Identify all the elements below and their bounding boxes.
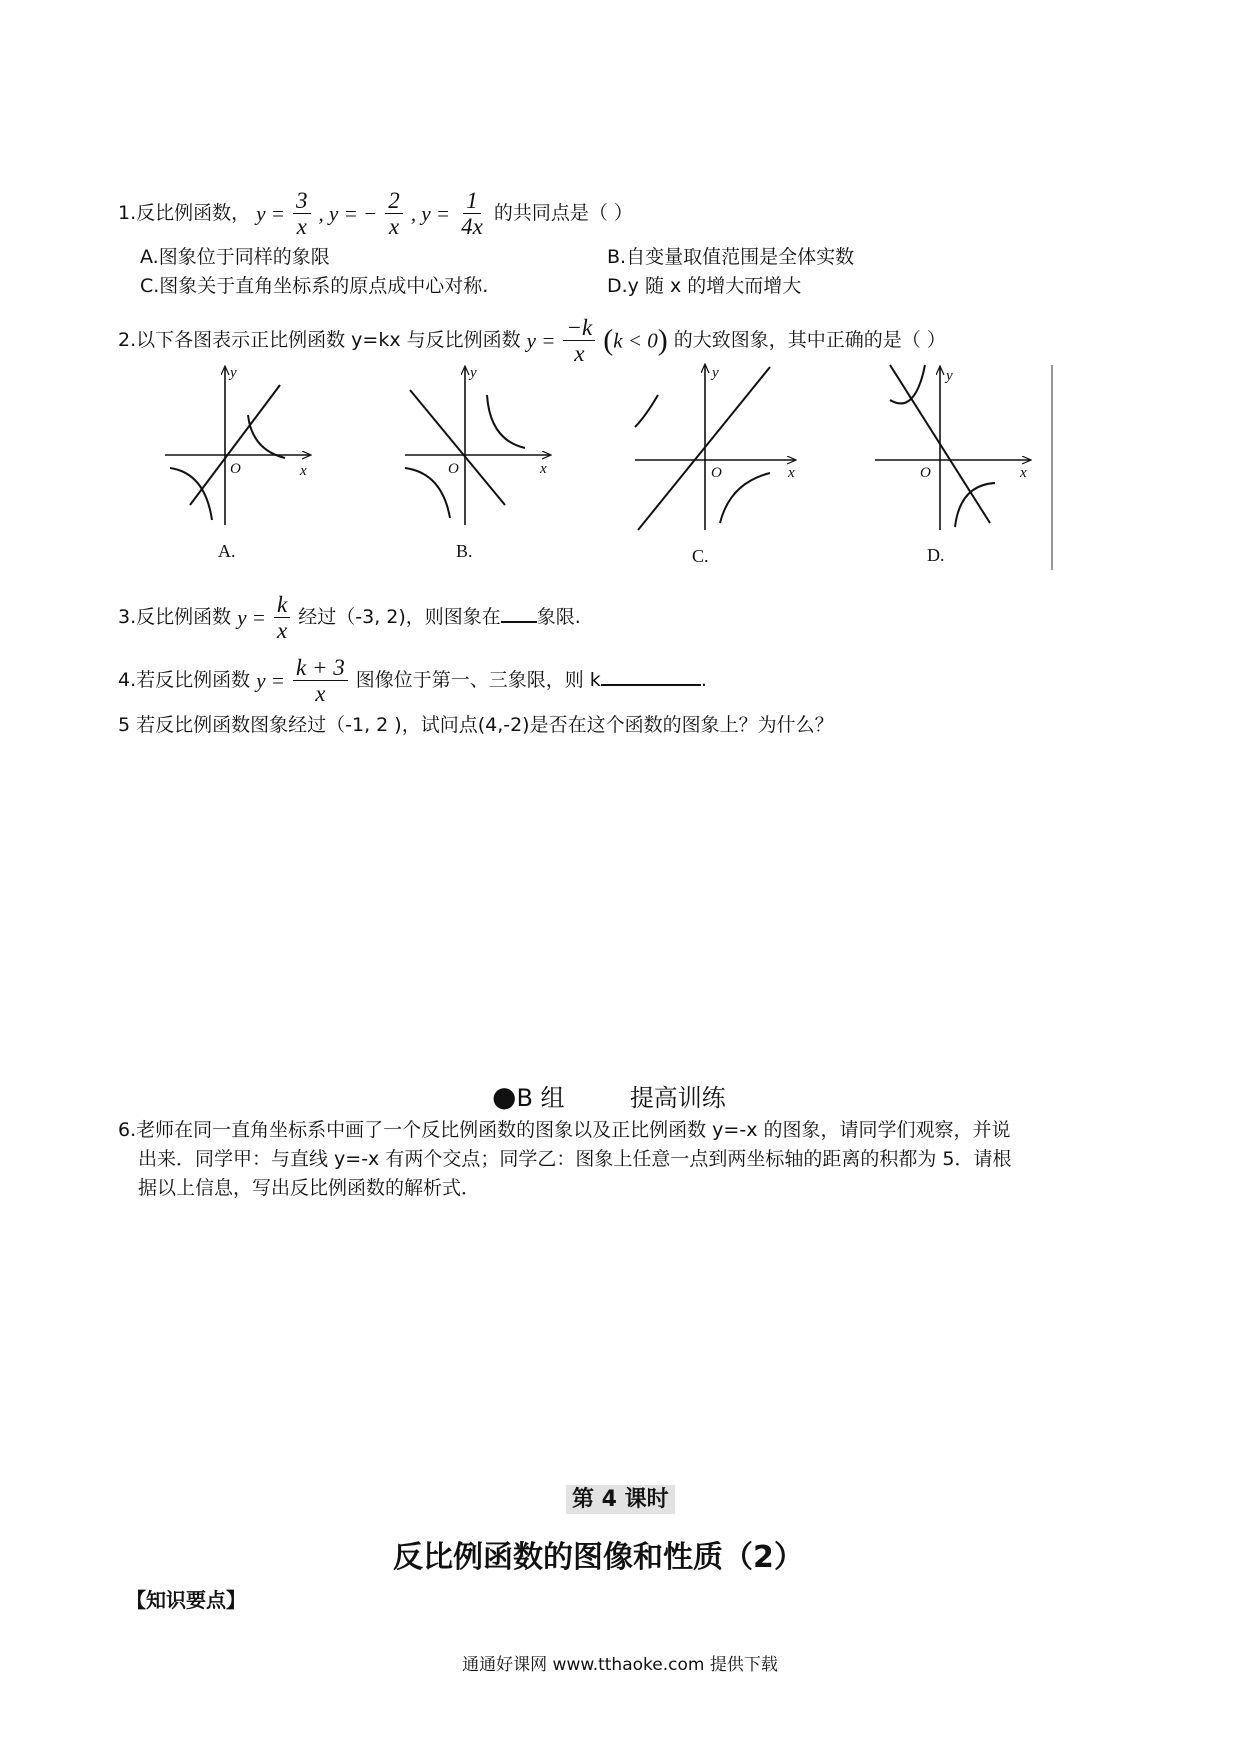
q4-answer-blank[interactable] [601,664,701,686]
fig-c-origin-label: O [711,465,722,481]
footer-text: 通通好课网 www.tthaoke.com 提供下载 [462,1655,778,1675]
fig-b-axis-y-label: y [470,365,477,381]
q6-line-1: 6.老师在同一直角坐标系中画了一个反比例函数的图象以及正比例函数 y=-x 的图象，请同学们观察，并说 [118,1119,1011,1141]
section-bullet: ● [492,1080,517,1113]
q1-fraction-1: $\frac{3}{x}$ [293,188,311,239]
q2-figures [150,355,1080,580]
fig-b-curve-upper [487,395,525,448]
fig-c-curve-upper [635,395,658,427]
q2-fraction: $\frac{-k}{x}$ [563,315,595,366]
key-points-heading: 【知识要点】 [126,1588,246,1612]
q6-line-2: 出来．同学甲：与直线 y=-x 有两个交点；同学乙：图象上任意一点到两坐标轴的距离的积都为 5．请根 [138,1148,1012,1170]
fig-c-axis-x-label: x [788,465,795,481]
lesson-title: 反比例函数的图像和性质（2） [393,1540,804,1575]
figure-a [165,365,310,561]
question-2: 2.以下各图表示正比例函数 y=kx 与反比例函数 y = $\frac{-k}{x}$ (k < 0) 的大致图象，其中正确的是（ ） [118,315,946,366]
q4-lhs: y = [256,668,285,693]
fig-a-axis-y-label: y [230,365,237,381]
q1-option-d: D.y 随 x 的增大而增大 [607,275,802,297]
q1-fraction-2: $\frac{2}{x}$ [385,188,403,239]
q4-tail-a: 图像位于第一、三象限，则 k [355,669,601,691]
question-5: 5 若反比例函数图象经过（-1, 2 )，试问点(4,-2)是否在这个函数的图象上？为什么？ [118,714,834,736]
q3-answer-blank[interactable] [501,601,537,623]
q1-option-c: C.图象关于直角坐标系的原点成中心对称. [140,275,489,297]
q3-tail-b: 象限. [536,606,581,628]
q2-prefix: 2.以下各图表示正比例函数 y=kx 与反比例函数 [118,329,521,351]
q1-option-b: B.自变量取值范围是全体实数 [607,246,855,268]
figure-c [635,365,795,566]
q2-lhs: y = [526,328,556,353]
lesson-label [566,1482,675,1513]
section-group: B 组 [516,1084,565,1112]
q3-prefix: 3.反比例函数 [118,606,232,628]
q4-prefix: 4.若反比例函数 [118,669,251,691]
q1-f1-lhs: y = [256,201,285,226]
q1-number: 1. [118,202,137,224]
question-4 [118,655,707,706]
fig-a-line [190,385,280,505]
fig-c-axis-y-label: y [712,365,719,381]
q1-tail: 的共同点是（ ） [493,202,633,224]
section-b-heading [492,1078,726,1113]
q1-text: 反比例函数， [136,202,251,224]
fig-d-origin-label: O [920,465,931,481]
q3-fraction: $\frac{k}{x}$ [274,592,290,643]
fig-d-curve-upper [890,365,925,403]
question-3 [118,592,581,643]
fig-d-axis-y-label: y [946,368,953,384]
q3-lhs: y = [237,605,266,630]
fig-a-origin-label: O [230,461,241,477]
fig-a-curve-lower [170,468,212,520]
fig-c-curve-lower [720,473,770,523]
fig-b-axis-x-label: x [540,461,547,477]
fig-c-label: C. [692,546,709,566]
q2-tail: 的大致图象，其中正确的是（ ） [673,329,946,351]
fig-b-line [410,390,505,505]
fig-a-axis-x-label: x [300,463,307,479]
fig-a-label: A. [218,541,236,561]
q2-condition: k < 0 [613,328,658,353]
q6-line-3: 据以上信息，写出反比例函数的解析式． [138,1177,481,1199]
fig-d-axis-x-label: x [1020,465,1027,481]
q4-tail-b: . [700,669,707,691]
fig-c-line [638,367,770,530]
figure-d [875,365,1052,570]
q4-fraction: $\frac{k + 3}{x}$ [293,655,348,706]
q1-fraction-3: $\frac{1}{4x}$ [461,188,483,239]
fig-b-label: B. [456,541,473,561]
fig-b-curve-lower [405,468,450,518]
q3-tail-a: 经过（-3, 2)，则图象在 [298,606,501,628]
q1-f3-lhs: , y = [410,201,451,226]
section-name: 提高训练 [629,1084,726,1112]
figure-b [405,365,550,561]
lesson-number: 第 4 课时 [566,1485,675,1514]
q1-option-a: A.图象位于同样的象限 [140,246,330,268]
question-1 [118,188,633,239]
q1-f2-lhs: , y = − [318,201,378,226]
fig-d-label: D. [927,545,945,565]
fig-b-origin-label: O [448,461,459,477]
